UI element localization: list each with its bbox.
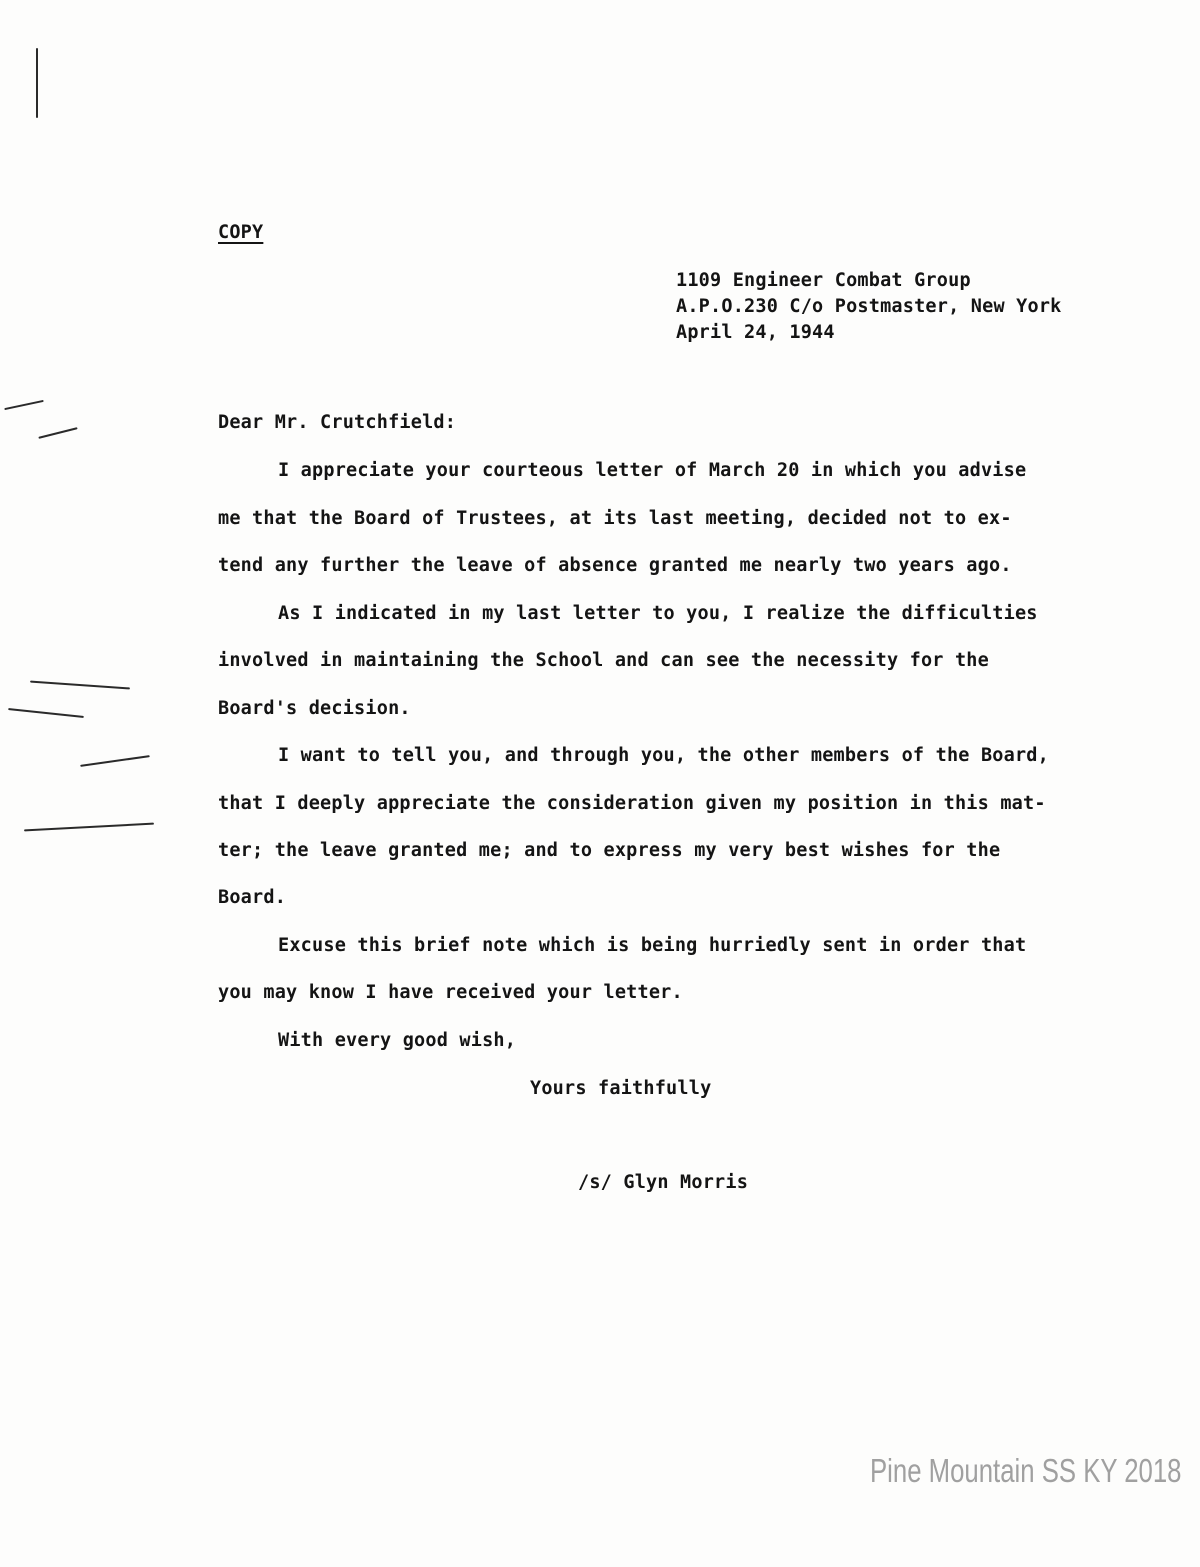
body-line: me that the Board of Trustees, at its last meeting, decided not to ex- — [218, 508, 1012, 529]
closing: Yours faithfully — [530, 1078, 712, 1099]
body-line: I appreciate your courteous letter of March 20 in which you advise — [278, 460, 1027, 481]
body-line: that I deeply appreciate the consideration given my position in this mat- — [218, 793, 1046, 814]
body-line: ter; the leave granted me; and to express my very best wishes for the — [218, 840, 1001, 861]
scan-mark — [4, 400, 44, 410]
watermark: Pine Mountain SS KY 2018 — [870, 1452, 1182, 1489]
scan-mark — [36, 48, 38, 118]
body-line: As I indicated in my last letter to you, I realize the difficulties — [278, 603, 1038, 624]
signature: /s/ Glyn Morris — [578, 1172, 749, 1193]
return-address-line: 1109 Engineer Combat Group — [676, 270, 971, 291]
body-line: Board's decision. — [218, 698, 411, 719]
scan-mark — [80, 755, 150, 767]
body-line: you may know I have received your letter. — [218, 982, 683, 1003]
scan-mark — [8, 708, 84, 718]
copy-mark: COPY — [218, 222, 264, 243]
scan-mark — [24, 823, 154, 832]
letter-date: April 24, 1944 — [676, 322, 835, 343]
return-address-line: A.P.O.230 C/o Postmaster, New York — [676, 296, 1062, 317]
body-line: tend any further the leave of absence granted me nearly two years ago. — [218, 555, 1012, 576]
scan-mark — [38, 427, 77, 439]
body-line: Excuse this brief note which is being hurriedly sent in order that — [278, 935, 1027, 956]
scan-mark — [30, 681, 130, 690]
salutation: Dear Mr. Crutchfield: — [218, 412, 457, 433]
body-line: involved in maintaining the School and can see the necessity for the — [218, 650, 989, 671]
body-line: I want to tell you, and through you, the other members of the Board, — [278, 745, 1049, 766]
body-line: With every good wish, — [278, 1030, 517, 1051]
body-line: Board. — [218, 887, 287, 908]
